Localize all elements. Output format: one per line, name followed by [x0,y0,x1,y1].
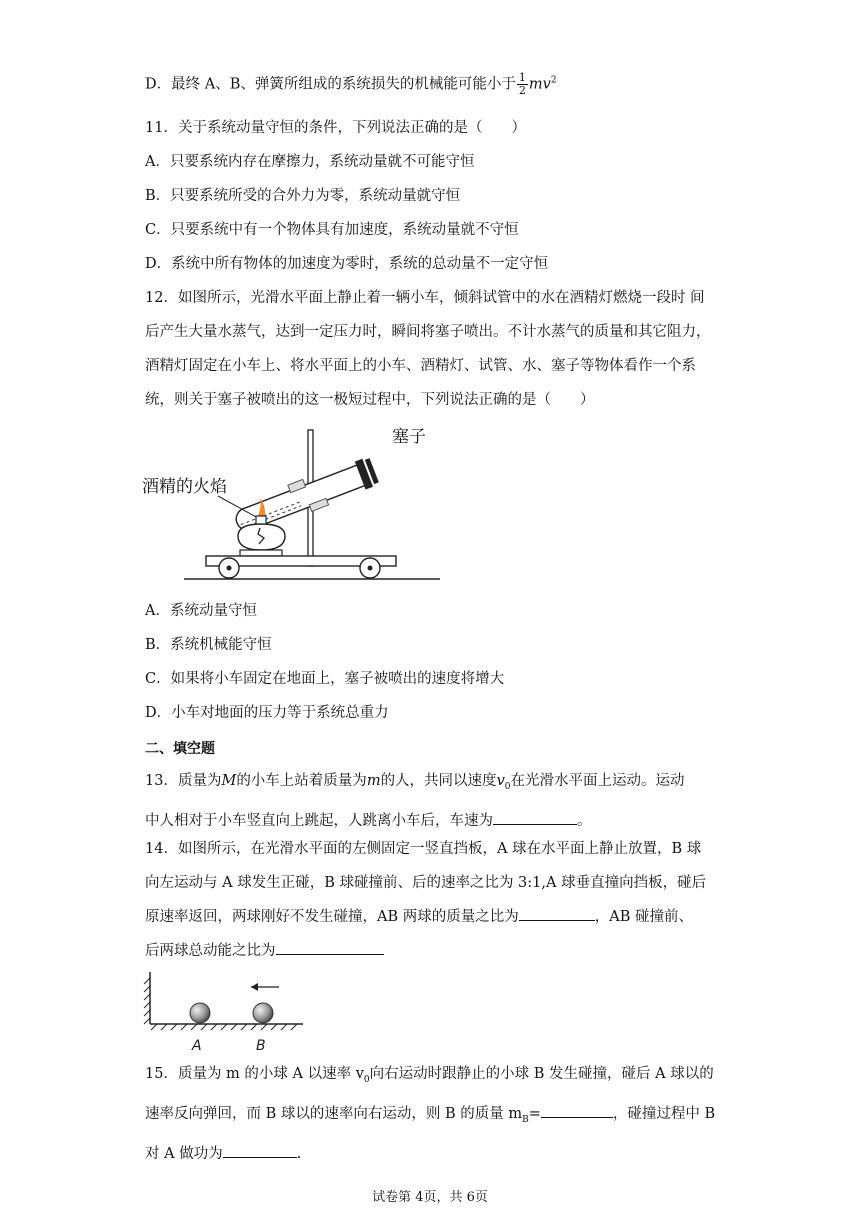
question-11 [145,111,717,281]
q15-text: 速率反向弹回，而 B 球以的速率向右运动，则 B 的质量 m [145,1105,523,1122]
q13-text: 的小车上站着质量为 [236,773,367,789]
q15-line-1 [145,1057,717,1097]
q14-line-1: 14．如图所示，在光滑水平面的左侧固定一竖直挡板，A 球在水平面上静止放置，B 球 [145,841,702,857]
q14-figure [143,970,313,1056]
q14-line-4 [145,934,717,968]
q12-stem-line: 统，则关于塞子被喷出的这一极短过程中，下列说法正确的是（ ） [145,392,595,408]
q12-stem-line: 酒精灯固定在小车上、将水平面上的小车、酒精灯、试管、水、塞子等物体看作一个系 [145,358,696,374]
q15-subscript: 0 [363,1074,370,1085]
q12-figure [140,418,460,583]
q13-var-v-subscript: 0 [504,781,511,792]
q13-line-1 [145,764,717,804]
fraction-denominator: 2 [518,84,526,97]
q13-text: 13．质量为 [145,773,222,789]
q12-stem-line: 12．如图所示，光滑水平面上静止着一辆小车，倾斜试管中的水在酒精灯燃烧一段时 间 [145,290,705,306]
q11-stem: 11．关于系统动量守恒的条件，下列说法正确的是（ ） [145,120,526,136]
q11-option-b: B．只要系统所受的合外力为零，系统动量就守恒 [145,188,461,204]
q15-text: 15．质量为 m 的小球 A 以速率 v [145,1066,364,1082]
answer-blank[interactable] [541,1103,613,1118]
q10-option-d-text: D．最终 A、B、弹簧所组成的系统损失的机械能可能小于 [145,76,516,93]
q15-line-2 [145,1097,717,1137]
ball-a [190,1003,210,1023]
stopper-label: 塞子 [392,427,426,447]
q15-text: = [528,1105,541,1122]
floor-hatch [151,1024,297,1030]
q14-line-3 [145,900,717,934]
ball-b-label: B [256,1038,266,1054]
exponent: 2 [550,75,557,86]
answer-blank[interactable] [493,810,577,825]
q12-option-b: B．系统机械能守恒 [145,637,272,653]
q13-var-v: v [496,773,505,789]
ball-b [253,1003,273,1023]
q12-option-a: A．系统动量守恒 [145,603,257,619]
q13-text: 。 [577,812,592,829]
q12-stem-line: 后产生大量水蒸气，达到一定压力时，瞬间将塞子喷出。不计水蒸气的质量和其它阻力， [145,324,711,340]
q15-text: 向右运动时跟静止的小球 B 发生碰撞，碰后 A 球以的 [369,1066,714,1082]
wall-hatch [144,978,150,1024]
q15-text: ，碰撞过程中 B [612,1105,716,1122]
page-footer: 试卷第 4页，共 6页 [372,1190,488,1205]
q12-option-d: D．小车对地面的压力等于系统总重力 [145,705,389,721]
q13-text: 中人相对于小车竖直向上跳起，人跳离小车后，车速为 [145,812,493,829]
question-14 [145,832,717,968]
q14-text: 后两球总动能之比为 [145,943,276,959]
q15-text: 对 A 做功为 [145,1145,223,1162]
q13-var-m-person: m [366,773,381,789]
expression: mv [528,76,551,93]
answer-blank[interactable] [519,906,595,921]
section-title: 二、填空题 [145,741,215,757]
q10-option-d [145,72,557,97]
q15-text: . [296,1145,302,1162]
fraction-numerator: 1 [518,71,526,84]
q11-option-a: A．只要系统内存在摩擦力，系统动量就不可能守恒 [145,154,475,170]
answer-blank[interactable] [223,1143,297,1158]
q11-option-d: D．系统中所有物体的加速度为零时，系统的总动量不一定守恒 [145,256,549,272]
answer-blank[interactable] [276,940,384,955]
question-12 [145,281,717,417]
q13-var-m-cart: M [221,773,237,789]
fraction [517,72,528,97]
ball-a-label: A [192,1038,202,1054]
q13-text: 在光滑水平面上运动。运动 [510,773,685,789]
q14-line-2: 向左运动与 A 球发生正碰，B 球碰撞前、后的速率之比为 3:1,A 球垂直撞向挡板，碰后 [145,875,707,891]
q13-text: 的人，共同以速度 [380,773,497,789]
q15-subscript: B [522,1114,529,1125]
q12-options [145,594,717,730]
q14-text: 原速率返回，两球刚好不发生碰撞，AB 两球的质量之比为 [145,909,519,925]
q15-line-3 [145,1137,717,1171]
q11-option-c: C．只要系统中有一个物体具有加速度，系统动量就不守恒 [145,222,519,238]
flame-label: 酒精的火焰 [142,477,227,497]
q12-option-c: C．如果将小车固定在地面上，塞子被喷出的速度将增大 [145,671,505,687]
q14-text: ，AB 碰撞前、 [594,909,693,925]
question-13 [145,764,717,838]
question-15 [145,1057,717,1171]
